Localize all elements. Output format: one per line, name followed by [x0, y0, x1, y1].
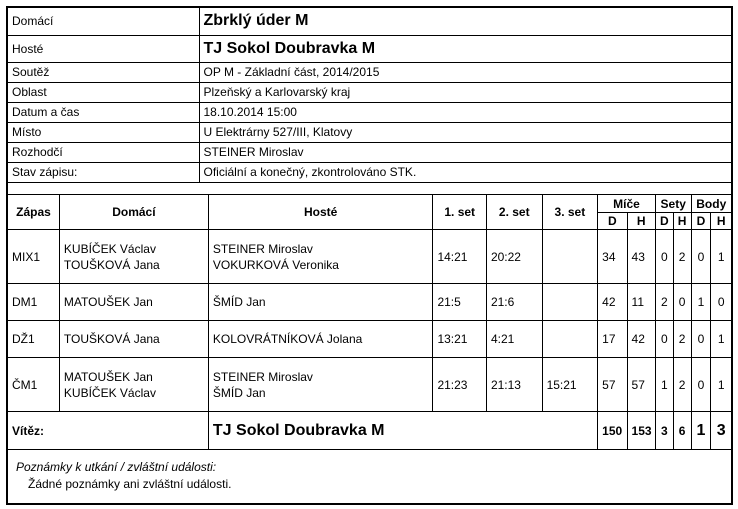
set1-score: 21:23 [433, 358, 487, 412]
sets-home: 0 [655, 321, 673, 358]
set2-score: 4:21 [486, 321, 542, 358]
table-row [8, 358, 731, 412]
col-header-set1: 1. set [433, 195, 487, 230]
info-row-away [8, 35, 731, 62]
home-players [59, 358, 208, 412]
sets-away: 2 [673, 321, 691, 358]
score-away: 1 [711, 358, 731, 412]
winner-team: TJ Sokol Doubravka M [208, 412, 597, 450]
notes-section [8, 454, 731, 503]
subheader-home: D [598, 213, 627, 230]
notes-title: Poznámky k utkání / zvláštní události: [16, 460, 217, 474]
info-label: Oblast [8, 82, 199, 102]
sets-home: 2 [655, 284, 673, 321]
sets-away: 2 [673, 358, 691, 412]
sets-away: 2 [673, 230, 691, 284]
match-info-table [8, 8, 731, 183]
set2-score: 20:22 [486, 230, 542, 284]
info-value: OP M - Základní část, 2014/2015 [199, 62, 731, 82]
col-header-away: Hosté [208, 195, 433, 230]
info-label: Rozhodčí [8, 142, 199, 162]
match-code: MIX1 [8, 230, 59, 284]
score-home: 1 [691, 284, 711, 321]
score-home: 0 [691, 321, 711, 358]
info-value: 18.10.2014 15:00 [199, 102, 731, 122]
info-row-status [8, 162, 731, 182]
score-away: 1 [711, 230, 731, 284]
table-row [8, 321, 731, 358]
set3-score [542, 230, 598, 284]
info-label: Datum a čas [8, 102, 199, 122]
total-sets-away: 6 [673, 412, 691, 450]
info-row-competition [8, 62, 731, 82]
points-home: 34 [598, 230, 627, 284]
away-players [208, 284, 433, 321]
sets-away: 0 [673, 284, 691, 321]
table-row [8, 284, 731, 321]
info-row-venue [8, 122, 731, 142]
info-row-home [8, 8, 731, 35]
home-players [59, 321, 208, 358]
info-value: STEINER Miroslav [199, 142, 731, 162]
points-away: 42 [627, 321, 655, 358]
set2-score: 21:6 [486, 284, 542, 321]
match-code: DŽ1 [8, 321, 59, 358]
info-value: Plzeňský a Karlovarský kraj [199, 82, 731, 102]
total-points-home: 150 [598, 412, 627, 450]
info-value: U Elektrárny 527/III, Klatovy [199, 122, 731, 142]
set2-score: 21:13 [486, 358, 542, 412]
info-label: Domácí [8, 8, 199, 35]
player-name: TOUŠKOVÁ Jana [63, 332, 160, 346]
player-name: KUBÍČEK Václav [63, 241, 156, 256]
notes-text: Žádné poznámky ani zvláštní události. [28, 477, 232, 491]
total-points-away: 153 [627, 412, 655, 450]
info-row-datetime [8, 102, 731, 122]
player-name: KOLOVRÁTNÍKOVÁ Jolana [212, 332, 363, 346]
player-name: TOUŠKOVÁ Jana [63, 257, 160, 272]
points-home: 17 [598, 321, 627, 358]
winner-row [8, 412, 731, 450]
total-sets-home: 3 [655, 412, 673, 450]
set3-score [542, 321, 598, 358]
away-players [208, 358, 433, 412]
info-row-region [8, 82, 731, 102]
player-name: MATOUŠEK Jan [63, 369, 153, 384]
player-name: ŠMÍD Jan [212, 295, 266, 309]
table-header-row [8, 195, 731, 213]
match-code: ČM1 [8, 358, 59, 412]
match-code: DM1 [8, 284, 59, 321]
subheader-away: H [711, 213, 731, 230]
col-header-set3: 3. set [542, 195, 598, 230]
set3-score [542, 284, 598, 321]
info-label: Hosté [8, 35, 199, 62]
away-players [208, 321, 433, 358]
points-home: 42 [598, 284, 627, 321]
sets-home: 0 [655, 230, 673, 284]
info-value-away-team: TJ Sokol Doubravka M [199, 35, 731, 62]
points-away: 11 [627, 284, 655, 321]
points-home: 57 [598, 358, 627, 412]
player-name: MATOUŠEK Jan [63, 295, 153, 309]
subheader-home: D [655, 213, 673, 230]
set1-score: 13:21 [433, 321, 487, 358]
player-name: VOKURKOVÁ Veronika [212, 257, 339, 272]
col-header-set2: 2. set [486, 195, 542, 230]
info-label: Soutěž [8, 62, 199, 82]
home-players [59, 230, 208, 284]
points-away: 43 [627, 230, 655, 284]
sets-home: 1 [655, 358, 673, 412]
info-label: Místo [8, 122, 199, 142]
subheader-home: D [691, 213, 711, 230]
col-header-score: Body [691, 195, 731, 213]
subheader-away: H [673, 213, 691, 230]
subheader-away: H [627, 213, 655, 230]
set1-score: 14:21 [433, 230, 487, 284]
info-value-home-team: Zbrklý úder M [199, 8, 731, 35]
score-away: 0 [711, 284, 731, 321]
set1-score: 21:5 [433, 284, 487, 321]
winner-label: Vítěz: [8, 412, 208, 450]
player-name: STEINER Miroslav [212, 369, 313, 384]
info-value: Oficiální a konečný, zkontrolováno STK. [199, 162, 731, 182]
info-label: Stav zápisu: [8, 162, 199, 182]
info-row-referee [8, 142, 731, 162]
match-results-table [8, 194, 731, 450]
col-header-sets: Sety [655, 195, 691, 213]
home-players [59, 284, 208, 321]
col-header-match: Zápas [8, 195, 59, 230]
player-name: STEINER Miroslav [212, 241, 313, 256]
set3-score: 15:21 [542, 358, 598, 412]
points-away: 57 [627, 358, 655, 412]
col-header-points: Míče [598, 195, 656, 213]
total-score-away: 3 [711, 412, 731, 450]
score-home: 0 [691, 230, 711, 284]
player-name: KUBÍČEK Václav [63, 385, 156, 400]
match-report [6, 6, 733, 505]
table-row [8, 230, 731, 284]
col-header-home: Domácí [59, 195, 208, 230]
total-score-home: 1 [691, 412, 711, 450]
player-name: ŠMÍD Jan [212, 385, 266, 400]
score-home: 0 [691, 358, 711, 412]
away-players [208, 230, 433, 284]
score-away: 1 [711, 321, 731, 358]
